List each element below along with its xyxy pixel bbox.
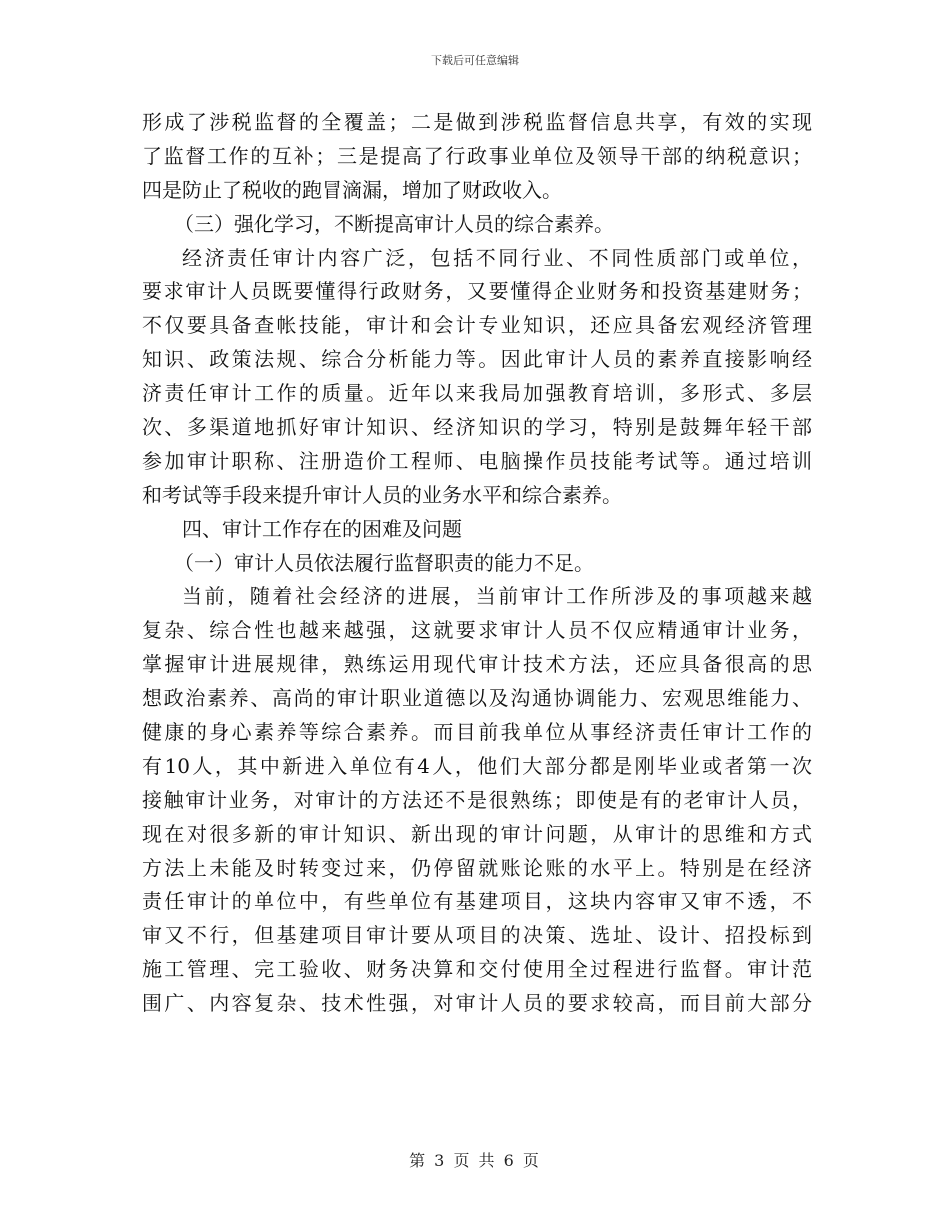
text-line: 复杂、综合性也越来越强，这就要求审计人员不仅应精通审计业务， xyxy=(142,618,812,643)
text-line: 掌握审计进展规律，熟练运用现代审计技术方法，还应具备很高的思 xyxy=(142,652,812,677)
text-line: 四是防止了税收的跑冒滴漏，增加了财政收入。 xyxy=(142,177,562,202)
text-line: 参加审计职称、注册造价工程师、电脑操作员技能考试等。通过培训 xyxy=(142,448,812,473)
text-line: 接触审计业务，对审计的方法还不是很熟练；即使是有的老审计人员， xyxy=(142,787,812,812)
text-line: 知识、政策法规、综合分析能力等。因此审计人员的素养直接影响经 xyxy=(142,347,812,372)
text-line: 不仅要具备查帐技能，审计和会计专业知识，还应具备宏观经济管理 xyxy=(142,313,812,338)
section-heading: 四、审计工作存在的困难及问题 xyxy=(182,516,462,541)
page-header: 下载后可任意编辑 xyxy=(431,54,519,67)
document-body xyxy=(142,106,812,1021)
text-line: 责任审计的单位中，有些单位有基建项目，这块内容审又审不透，不 xyxy=(142,889,812,914)
text-line: 当前，随着社会经济的进展，当前审计工作所涉及的事项越来越 xyxy=(182,584,812,609)
text-line: 了监督工作的互补；三是提高了行政事业单位及领导干部的纳税意识； xyxy=(142,143,812,168)
text-line: 经济责任审计内容广泛，包括不同行业、不同性质部门或单位， xyxy=(182,245,812,270)
text-line: 方法上未能及时转变过来，仍停留就账论账的水平上。特别是在经济 xyxy=(142,855,812,880)
text-line: 和考试等手段来提升审计人员的业务水平和综合素养。 xyxy=(142,482,622,507)
text-line: 健康的身心素养等综合素养。而目前我单位从事经济责任审计工作的 xyxy=(142,720,812,745)
text-line: 次、多渠道地抓好审计知识、经济知识的学习，特别是鼓舞年轻干部 xyxy=(142,415,812,440)
text-line: 现在对很多新的审计知识、新出现的审计问题，从审计的思维和方式 xyxy=(142,821,812,846)
subsection-heading: （一）审计人员依法履行监督职责的能力不足。 xyxy=(174,550,594,575)
text-line: 想政治素养、高尚的审计职业道德以及沟通协调能力、宏观思维能力、 xyxy=(142,686,812,711)
text-line: 济责任审计工作的质量。近年以来我局加强教育培训，多形式、多层 xyxy=(142,381,812,406)
text-line: 形成了涉税监督的全覆盖；二是做到涉税监督信息共享，有效的实现 xyxy=(142,110,812,134)
text-line: 有10人，其中新进入单位有4人，他们大部分都是刚毕业或者第一次 xyxy=(142,753,812,778)
text-line: 围广、内容复杂、技术性强，对审计人员的要求较高，而目前大部分 xyxy=(142,991,812,1016)
page-footer: 第 3 页 共 6 页 xyxy=(409,1151,541,1170)
text-line: 要求审计人员既要懂得行政财务，又要懂得企业财务和投资基建财务； xyxy=(142,279,812,304)
text-line: 施工管理、完工验收、财务决算和交付使用全过程进行监督。审计范 xyxy=(142,957,812,982)
section-heading: （三）强化学习，不断提高审计人员的综合素养。 xyxy=(174,211,614,236)
text-line: 审又不行，但基建项目审计要从项目的决策、选址、设计、招投标到 xyxy=(142,923,812,948)
